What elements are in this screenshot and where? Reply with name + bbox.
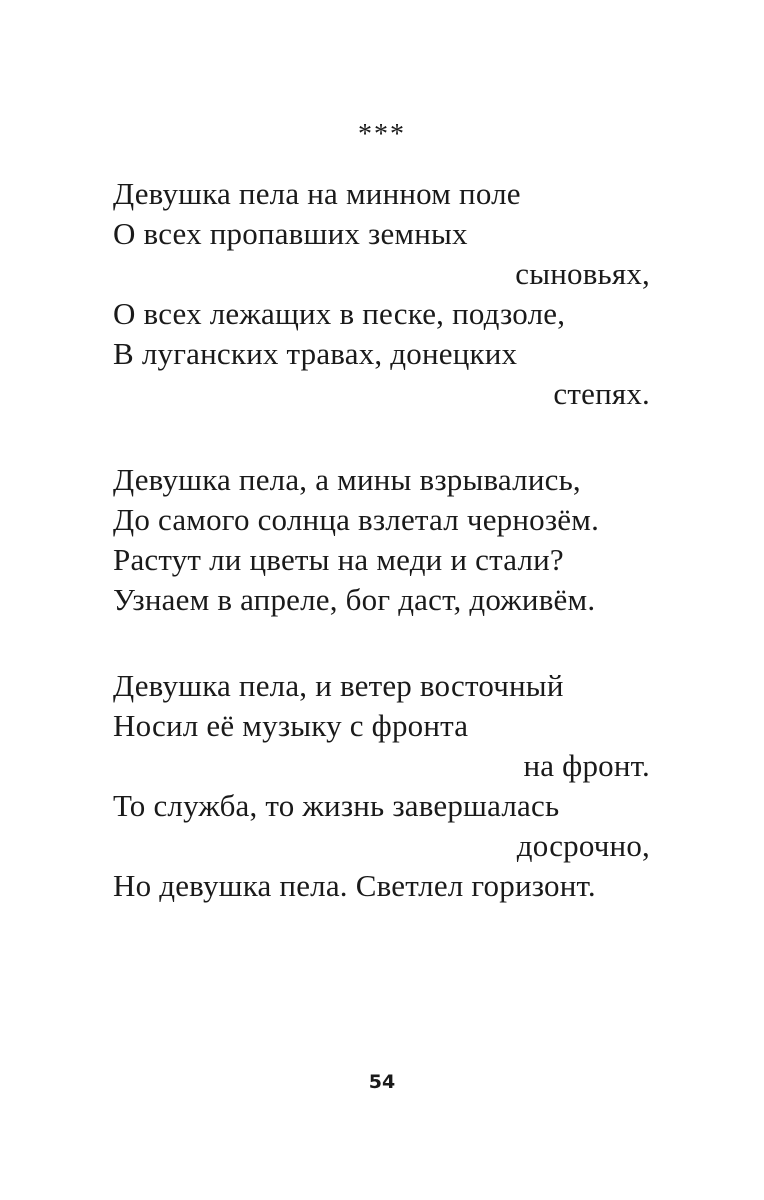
poem-line-continuation: на фронт. <box>523 748 650 783</box>
poem-line: О всех лежащих в песке, подзоле, <box>113 296 566 331</box>
poem-line: В луганских травах, донецких <box>113 336 518 371</box>
poem-line: Узнаем в апреле, бог даст, доживём. <box>113 582 596 617</box>
poem-line: Растут ли цветы на меди и стали? <box>113 542 564 577</box>
poem-line-continuation: сыновьях, <box>515 256 650 291</box>
poem-line-continuation: степях. <box>553 376 650 411</box>
poem-line: Но девушка пела. Светлел горизонт. <box>113 868 596 903</box>
poem-line: Девушка пела, и ветер восточный <box>113 668 564 703</box>
page-number: 54 <box>368 1071 396 1093</box>
stanza <box>113 460 650 620</box>
poem <box>113 174 650 952</box>
stanza <box>113 174 650 414</box>
poem-line: Девушка пела на минном поле <box>113 176 521 211</box>
poem-line: То служба, то жизнь завершалась <box>113 788 560 823</box>
poem-line: До самого солнца взлетал чернозём. <box>113 502 600 537</box>
poem-line: Девушка пела, а мины взрывались, <box>113 462 581 497</box>
poem-line: Носил её музыку с фронта <box>113 708 469 743</box>
poem-line-continuation: досрочно, <box>516 828 650 863</box>
stanza <box>113 666 650 906</box>
poem-line: О всех пропавших земных <box>113 216 468 251</box>
section-divider: *** <box>358 119 406 150</box>
